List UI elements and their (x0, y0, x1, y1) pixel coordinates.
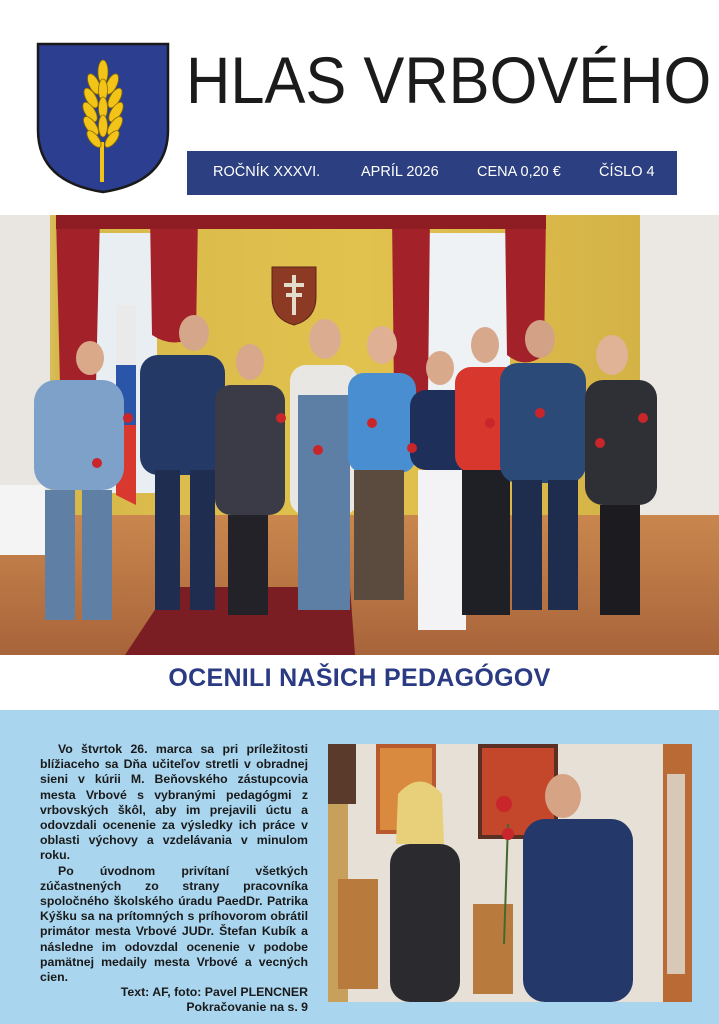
price-label: CENA 0,20 € (477, 164, 561, 180)
continued-link[interactable]: Pokračovanie na s. 9 (186, 1000, 308, 1015)
photo-credit: Text: AF, foto: Pavel PLENCNER (120, 985, 308, 1000)
volume-label: ROČNÍK XXXVI. (213, 164, 321, 180)
article-paragraph: Vo štvrtok 26. marca sa pri príležitosti blížiaceho sa Dňa učiteľov stretli v obradnej sieni v kúrii M. Beňovského zástupcovia mesta Vrbové s vybranými pedagógmi z vrbovských škôl, aby im prejavili úctu a odovzdali ocenenie za výsledky ich práce v oblasti výchovy a vzdelávania v minulom roku. (40, 742, 308, 863)
issue-number-label: ČÍSLO 4 (599, 164, 655, 180)
date-label: APRÍL 2026 (361, 164, 439, 180)
article-paragraph: Po úvodnom privítaní všetkých zúčastnených zo strany pracovníka spoločného školského úradu PaedDr. Patrika Kýšku sa na prítomných s príhovorom obrátil primátor mesta Vrbové JUDr. Štefan Kubík a následne im odovzdal ocenenie v podobe pamätnej medaily mesta Vrbové a vecných cien. (40, 863, 308, 985)
wheat-crest-icon (36, 42, 170, 194)
group-photo (0, 215, 719, 655)
issue-info-bar (187, 151, 677, 195)
newspaper-title: HLAS VRBOVÉHO (186, 43, 712, 117)
award-photo (328, 744, 692, 1002)
article-headline: OCENILI NAŠICH PEDAGÓGOV (168, 664, 551, 692)
article-text (40, 742, 308, 1016)
